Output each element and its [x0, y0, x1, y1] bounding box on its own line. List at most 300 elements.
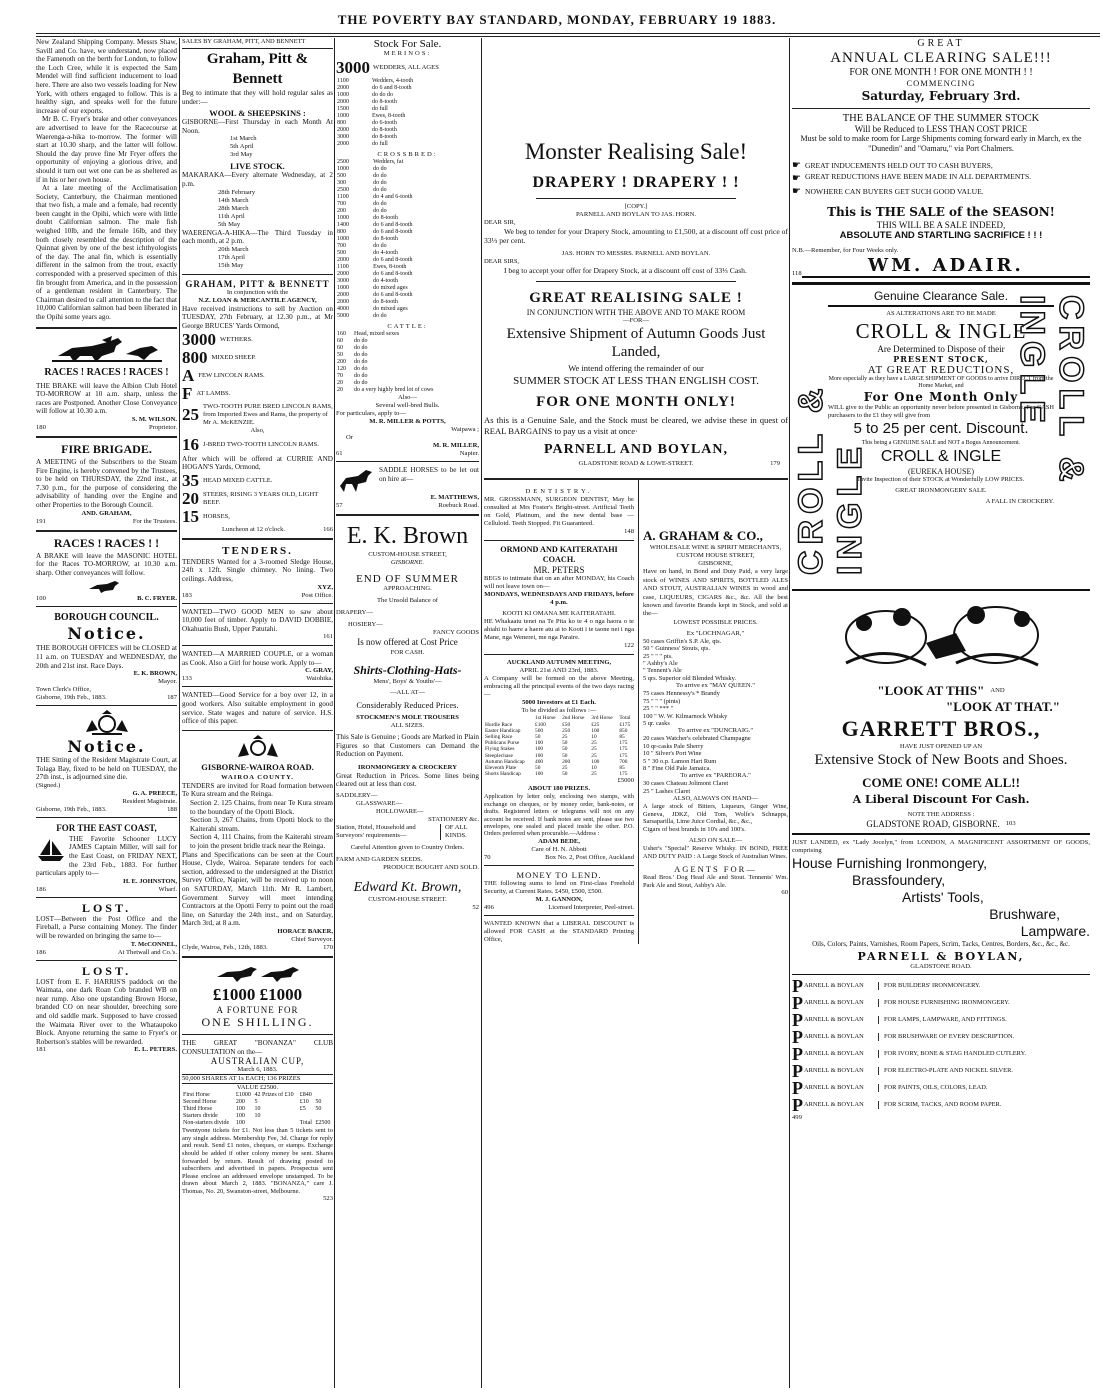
cigars: Cigars of best brands in 10's and 100's.	[643, 825, 746, 833]
divided: To be divided as follows :—	[521, 707, 597, 715]
separator	[484, 654, 634, 655]
invite: Invite Inspection of their STOCK at Wonderfully LOW PRICES.	[857, 476, 1025, 484]
lampware: Lampware.	[1020, 922, 1090, 939]
ad-number: 161	[323, 633, 333, 641]
table-cell: Flying Stakes	[485, 746, 515, 753]
wanted-known: WANTED KNOWN that a LIBERAL DISCOUNT is allowed FOR CASH at the STANDARD Printing Office,	[484, 919, 634, 943]
court-date: Gisborne, 19th Feb., 1883.	[36, 805, 107, 813]
parnell-boylan: PARNELL AND BOYLAN,	[543, 442, 729, 458]
ekb-street: CUSTOM-HOUSE STREET,	[368, 551, 447, 558]
table-row	[336, 173, 479, 180]
table-cell: 300	[337, 180, 346, 186]
pb-label: ARNELL & BOYLAN	[804, 1016, 864, 1024]
sale-date: 11th April	[218, 212, 245, 220]
table-cell: 85	[619, 765, 625, 772]
table-row	[336, 159, 479, 166]
pb-item: FOR SCRIM, TACKS, AND ROOM PAPER.	[878, 1101, 1001, 1109]
whisky: Usher's "Special" Reserve Whisky. IN BOND, FREE AND DUTY PAID : A Large Stock of Australian Wines.	[643, 844, 788, 860]
sale-indeed: THIS WILL BE A SALE INDEED,	[876, 220, 1006, 230]
table-cell: 2000	[337, 271, 349, 277]
ex-lochnagar: Ex "LOCHNAGAR,"	[686, 629, 745, 637]
table-cell: 400	[535, 758, 544, 765]
races-body-2: A BRAKE will leave the MASONIC HOTEL for the Races TO-MORROW, at 10.30 a.m. sharp. Other conveyances will follow.	[36, 551, 177, 577]
present-stock: PRESENT STOCK,	[893, 354, 989, 364]
investors: 5000 Investors at £1 Each.	[522, 699, 596, 707]
role: Wharf.	[158, 885, 177, 893]
pb-item: FOR BUILDERS' IRONMONGERY.	[878, 982, 980, 990]
approaching: APPROACHING.	[383, 585, 432, 592]
for-text: —FOR—	[622, 317, 649, 325]
separator	[336, 514, 479, 516]
tenders-signature: XYZ,	[317, 583, 333, 591]
lot-description: HEAD MIXED CATTLE.	[203, 476, 273, 484]
table-cell: Easter Handicap	[485, 727, 521, 734]
table-row	[336, 380, 479, 387]
table-cell: do do	[354, 359, 368, 365]
auckland-body-2: Application by letter only, enclosing two stamps, with exchange on cheques, or by money order, bank-notes, or drafts. Registered letters or telegrams will not on any account be received. If bank notes are sent, please use two envelopes, one sealed and placed inside the other. P.O. Orders preferred when procurable.—Address :	[484, 793, 634, 838]
auckland-date: APRIL 21st AND 23rd, 1883.	[519, 667, 599, 675]
fryer-paragraph: Mr B. C. Fryer's brake and other conveyances are advertised to leave for the Racecourse at Waerenga-a-hika to-morrow. The former will start at 10.30 sharp, and the latter will follow. Should the day prove fine Mr Fryer offers the opportunity of enjoying a glorious drive, and should it turn out wet one can be as sheltered as if in his or her own house.	[36, 115, 177, 184]
ad-number: 100	[36, 595, 46, 603]
table-cell: 25	[591, 771, 597, 778]
pb-label: ARNELL & BOYLAN	[804, 1050, 864, 1058]
notice-heading-2: Notice.	[67, 737, 146, 757]
table-row	[336, 215, 479, 222]
signature: B. C. FRYER.	[137, 595, 177, 603]
table-cell: do do	[354, 352, 368, 358]
ad-number: 186	[36, 948, 46, 956]
lot-description: WETHERS.	[220, 335, 253, 343]
role: Licensed Interpreter, Peel-street.	[548, 903, 634, 911]
table-row	[336, 366, 479, 373]
parnell-boylan-list	[792, 975, 1090, 1115]
house-furnishing: House Furnishing Ironmongery,	[792, 854, 988, 871]
separator	[36, 960, 177, 961]
wanted-men: WANTED—TWO GOOD MEN to saw about 10,000 feet of timber. Apply to DAVID DOBBIE, Okahuatiu Bush, Upper Patutahi.	[182, 607, 333, 633]
table-cell: Shorts Handicap	[485, 771, 521, 778]
ad-number: 118	[792, 270, 802, 277]
table-cell: 3000	[337, 278, 349, 284]
crossbred-heading: CROSSBRED:	[377, 151, 438, 158]
determined: Are Determined to Dispose of their	[877, 344, 1005, 354]
table-cell: 1000	[337, 236, 349, 242]
kooti-body: HE Whakaatu tenei na Te Pita ko te 4 o nga haora o te ahiahi to haere a haere atu ai to Kooti i te taone nei i nga Mane, nga Wenerei, me nga Paraire.	[484, 618, 634, 642]
lost-heading-2: LOST.	[81, 963, 132, 978]
table-cell: do a very highly bred lot of cows	[354, 387, 434, 393]
table-cell: 25	[562, 765, 568, 772]
table-cell: 60	[337, 338, 343, 344]
table-cell: do do	[354, 380, 368, 386]
ex-lochnagar-items	[643, 638, 788, 682]
list-item: " Ashby's Ale	[643, 660, 678, 668]
ad-number: 166	[323, 525, 333, 533]
after-text: After which will be offered at CURRIE AND HOGAN'S Yards, Ormond,	[182, 454, 333, 472]
ad-number: 181	[36, 1046, 46, 1054]
table-row	[336, 113, 479, 120]
lot-description: WEDDERS, ALL AGES	[373, 64, 439, 71]
table-cell: do do	[373, 166, 387, 172]
separator	[36, 817, 177, 818]
lot-description: FEW LINCOLN RAMS.	[198, 371, 265, 379]
signature-street: CUSTOM-HOUSE STREET.	[368, 895, 447, 903]
list-item: 75 cases Hennessy's * Brandy	[643, 690, 720, 698]
pb-label: ARNELL & BOYLAN	[804, 1033, 864, 1041]
table-cell: 100	[591, 727, 600, 734]
table-cell: 50	[535, 734, 541, 741]
ad-number: 186	[36, 885, 46, 893]
table-cell: 1000	[337, 113, 349, 119]
column-divider	[789, 38, 790, 1388]
table-cell: do full	[372, 141, 388, 147]
table-cell: do do	[354, 366, 368, 372]
reduced: Will be Reduced to LESS THAN COST PRICE	[854, 124, 1028, 134]
conjunction: IN CONJUNCTION WITH THE ABOVE AND TO MAKE ROOM	[526, 308, 746, 318]
road-section-4: Section 4, 111 Chains, from the Kaiterahi stream to join the present bridle track near the Reinga.	[190, 833, 333, 850]
horse-icon	[336, 466, 376, 494]
saddle-body: SADDLE HORSES to be let out on hire at—	[379, 466, 479, 483]
court-signature: G. A. PREECE,	[132, 789, 177, 797]
table-row	[336, 264, 479, 271]
ad-number: 148	[624, 528, 634, 536]
discount: 5 to 25 per cent. Discount.	[853, 420, 1029, 438]
gpb-agency: N.Z. LOAN & MERCANTILE AGENCY,	[198, 296, 317, 304]
wool-dates	[182, 135, 333, 159]
live-stock-heading: LIVE STOCK.	[230, 161, 285, 172]
table-row	[336, 257, 479, 264]
table-cell: Second Horse	[183, 1099, 217, 1106]
lost-body-2: LOST from E. F. HARRIS'S paddock on the Waimata, one dark Roan Cob branded WB on near rump. Also one upstanding Brown Horse, branded CO on near shoulder, breeching sore and old saddle mark. Supposed to have crossed the Waimata River over to the Whataupoko Block. Anyone returning the same to Fryer's or Robertson's stables will be rewarded.	[36, 977, 177, 1046]
ad-number: 187	[167, 694, 177, 702]
table-cell: 200	[562, 758, 571, 765]
also-hand: ALSO, ALWAYS ON HAND—	[673, 795, 758, 803]
for-one-month: For One Month Only	[863, 390, 1019, 404]
also-text: Also,	[250, 426, 265, 434]
road-role: Chief Surveyor.	[291, 935, 333, 943]
borough-body: THE BOROUGH OFFICES will be CLOSED at 11 a.m. on TUESDAY and WEDNESDAY, the 20th and 21st inst. Race Days.	[36, 644, 177, 670]
bonanza-cup: AUSTRALIAN CUP,	[210, 1056, 305, 1067]
list-item	[792, 1009, 1090, 1030]
table-cell: 2000	[337, 99, 349, 105]
one-month: FOR ONE MONTH ! FOR ONE MONTH ! !	[849, 67, 1033, 78]
cash: FOR CASH.	[390, 649, 425, 656]
acclimatisation-paragraph: At a late meeting of the Acclimatisation Society, Canterbury, the Chairman mentioned that two fish, a male and a female, had recently been caught in the Opihi, which were with little doubt Californian salmon. The male fish weighed 10lb, and the female 16lb, and they both closely resembled the description of the Quinnat given by one of the best ichthyologists of the day. The anal fin, which is essentially different in the salmon from the trout, exactly corresponded with a preserved specimen of this fin brought from America, and in the possession of a gentleman resident in Canterbury. The Chairman desired to call attention to the fact that 10,000 Californian salmon had been liberated in the Opihi some years ago.	[36, 184, 177, 321]
table-cell: 200	[235, 1099, 245, 1106]
table-row	[182, 1099, 333, 1106]
table-cell: 70	[337, 373, 343, 379]
will-give: WILL give to the Public an opportunity never before presented in Gisborne. For CASH purchasers to the £1 they will give from	[828, 404, 1054, 419]
prize-amount: £1000 £1000	[212, 984, 303, 1004]
table-cell: Eleventh Plate	[485, 765, 517, 772]
separator	[182, 686, 333, 687]
table-cell: 700	[337, 243, 346, 249]
list-item: 5 " 30 o.p. Lamon Hart Rum	[643, 757, 717, 765]
saturday: Saturday, February 3rd.	[861, 89, 1021, 103]
table-cell: 850	[619, 727, 628, 734]
gpb-intro: Beg to intimate that they will hold regular sales as under:—	[182, 89, 333, 106]
ex-may-queen-items	[643, 690, 788, 727]
artists-tools: Artists' Tools,	[902, 888, 984, 905]
table-row	[336, 134, 479, 141]
ad-number: 57	[336, 502, 343, 509]
sale-date: 5th April	[230, 143, 254, 151]
clearance-heading: Genuine Clearance Sale.	[828, 289, 1054, 307]
ag-street: CUSTOM HOUSE STREET,	[676, 552, 755, 560]
also-sale: ALSO ON SALE—	[688, 836, 743, 844]
table-cell: Starters divide	[183, 1113, 218, 1120]
table-cell: do mixed ages	[373, 306, 408, 312]
shipping-paragraph: New Zealand Shipping Company. Messrs Shaw, Savill and Co. have, we understand, now placed the Famenoth on the berth for London, to follow the Loch Cree, while it is expected the Sam Mendel will find sufficient inducement to load here. There are also two vessels loading for New York, with others engaged to follow. This is a healthy sign, and speaks well for the future increase of our exports.	[36, 38, 177, 115]
money-signature: M. J. GANNON,	[535, 895, 583, 903]
signature: E. L. PETERS.	[134, 1046, 177, 1054]
genuine: This Sale is Genuine ; Goods are Marked in Plain Figures so that Customers can Demand the Reduction on Payment.	[336, 733, 479, 759]
table-cell: £10	[299, 1099, 309, 1106]
table-cell: Ewes, 8-tooth	[372, 113, 406, 119]
table-cell: 100	[535, 746, 544, 753]
fire-brigade-signature: AND. GRAHAM,	[81, 509, 132, 517]
pb-item: FOR BRUSHWARE OF EVERY DESCRIPTION.	[878, 1033, 1014, 1041]
ad-number: 188	[167, 805, 177, 813]
stockmen: STOCKMEN'S MOLE TROUSERS	[356, 714, 459, 721]
table-cell: do do	[354, 338, 368, 344]
separator	[182, 956, 333, 958]
sizes: ALL SIZES.	[390, 722, 425, 729]
bonanza-body: THE GREAT "BONANZA" CLUB CONSULTATION on the—	[182, 1038, 333, 1056]
table-cell: 10	[591, 734, 597, 741]
pointing-hand-icon: ☛	[792, 186, 801, 197]
all-at: —ALL AT—	[389, 689, 426, 696]
separator	[36, 705, 177, 706]
or-text: Or	[346, 434, 353, 441]
drapery-heading: DRAPERY ! DRAPERY ! !	[532, 174, 740, 191]
table-cell: do 4 and 6-tooth	[373, 194, 413, 200]
lot-description: HORSES,	[203, 512, 230, 520]
letter-to-2: JAS. HORN TO MESSRS. PARNELL AND BOYLAN.	[561, 249, 711, 257]
pb-label: ARNELL & BOYLAN	[804, 1084, 864, 1092]
hand-body: A large stock of Bitters, Liqueurs, Ginger Wine, Geneva, JDKZ, Old Tom, Wolfe's Schnapps, Sarsaparilla, Lime Juice Cordial, &c., &c.,	[643, 803, 788, 826]
table-row	[336, 236, 479, 243]
fire-brigade-body: A MEETING of the Subscribers to the Steam Fire Engine, is hereby convened by the Trustees, to be held on THURSDAY, the 22nd inst., at 7.30 p.m., for the purpose of considering the advisability of handing over the Engine and other Properties to the Borough Council.	[36, 457, 177, 509]
table-cell: 5	[254, 1099, 258, 1106]
wanted-service: WANTED—Good Service for a boy over 12, in a good workers. Also suitable employment in good service. State wages and nature of service. H.S. office of this paper.	[182, 691, 333, 726]
gladstone-road: GLADSTONE ROAD, GISBORNE.	[866, 819, 1000, 829]
masthead-rule	[36, 33, 1100, 34]
horse-icon	[87, 579, 127, 593]
table-cell: 100	[235, 1120, 245, 1127]
wool-body: GISBORNE—First Thursday in each Month At Noon.	[182, 118, 333, 135]
races-signature: S. M. WILSON.	[131, 415, 177, 423]
just-landed: JUST LANDED, ex "Lady Jocelyn," from LONDON, A MAGNIFICENT ASSORTMENT OF GOODS, comprising	[792, 839, 1090, 854]
table-cell: 1500	[337, 106, 349, 112]
alterations: AS ALTERATIONS ARE TO BE MADE	[886, 310, 996, 317]
table-cell: do do	[373, 208, 387, 214]
lot-description: AT LAMBS.	[196, 389, 231, 397]
boots-shoes: Extensive Stock of New Boots and Shoes.	[814, 752, 1068, 768]
table-cell: £100	[535, 721, 546, 728]
drop-letter: P	[792, 1043, 803, 1064]
table-cell: 25	[562, 734, 568, 741]
table-cell: 25	[591, 746, 597, 753]
separator	[36, 606, 177, 607]
drop-letter: P	[792, 1094, 803, 1115]
sale-date: 28th March	[218, 204, 249, 212]
separator	[484, 540, 634, 541]
ag-name: A. GRAHAM & CO.,	[643, 528, 763, 544]
table-row	[336, 352, 479, 359]
column-1	[36, 38, 177, 1390]
table-cell: 1000	[337, 215, 349, 221]
column-divider	[481, 38, 482, 1388]
table-cell: Total	[299, 1120, 312, 1127]
nowhere: NOWHERE CAN BUYERS GET SUCH GOOD VALUE.	[804, 186, 984, 196]
bonanza-terms: Twentyone tickets for £1. Not less than 5 tickets sent to any single address. Membership Fee, 3d. Charge for reply and result. Send £1 notes, cheques, or stamps. Exchange should be added if other colony money be sent. Shares forwarded by return. Result of drawing posted to subscribers and advertised in papers. Prospectus sent Please enclose an addressed envelope unstamped. To be drawn about March 2, 1883. "BONANZA," care J. Thomas, No. 20, Swanston-street, Melbourne.	[182, 1127, 333, 1195]
table-cell: do 8-tooth	[373, 236, 398, 242]
table-cell: 50	[562, 752, 568, 759]
table-cell: 3rd Horse	[591, 715, 613, 722]
signature: Edward Kt. Brown,	[353, 879, 462, 895]
dear-sirs: DEAR SIRS,	[484, 257, 520, 265]
table-row	[336, 373, 479, 380]
table-cell: 100	[235, 1106, 245, 1113]
road-section-2: Section 2. 125 Chains, from near Te Kura stream to the boundary of the Opotti Block.	[190, 799, 333, 816]
sale-date: 20th March	[218, 245, 249, 253]
auction-lot	[182, 385, 333, 403]
drapery: DRAPERY—	[336, 609, 374, 616]
list-item: 75 " " " (pints)	[643, 697, 681, 705]
lot-description: J-BRED TWO-TOOTH LINCOLN RAMS.	[203, 440, 319, 448]
masthead: THE POVERTY BAY STANDARD, MONDAY, FEBRUARY 19 1883.	[337, 12, 777, 27]
table-row	[336, 292, 479, 299]
great-realising: GREAT REALISING SALE !	[529, 290, 743, 307]
live-stock-body-2: WAERENGA-A-HIKA—The Third Tuesday in each month, at 2 p.m.	[182, 228, 333, 246]
ironmongery-body: Great Reduction in Prices. Some lines being cleared out at less than cost.	[336, 771, 479, 789]
road-date: Clyde, Wairoa, Feb., 12th, 1883.	[182, 943, 268, 951]
pointing-hand-icon: ☛	[792, 173, 801, 184]
table-cell: 175	[619, 752, 628, 759]
dear-sir: DEAR SIR,	[484, 219, 516, 226]
column-5	[792, 38, 1090, 1390]
table-cell: 800	[337, 120, 346, 126]
sale-date: 15th May	[218, 261, 244, 269]
list-item: 25 " " " pts.	[643, 652, 673, 660]
auckland-box: Box No. 2, Post Office, Auckland	[545, 853, 634, 861]
agents-heading: AGENTS FOR—	[674, 864, 757, 875]
one-month: FOR ONE MONTH ONLY!	[536, 394, 736, 411]
lot-number: 25	[182, 404, 199, 424]
live-stock-body: MAKARAKA—Every alternate Wednesday, at 2 p.m.	[182, 171, 333, 188]
auction-lots-2	[182, 472, 333, 526]
role: Proprietor.	[148, 423, 177, 431]
prize-table	[182, 1092, 333, 1127]
table-cell: 2000	[337, 141, 349, 147]
road-section-3: Section 3, 267 Chains, from Opotti block to the Kaiterahi stream.	[190, 816, 333, 833]
table-cell: do do	[373, 187, 387, 193]
auckland-body: A Company will be formed on the above Meeting, embracing all the principal events of the two days racing—	[484, 675, 634, 699]
table-cell: do 6-tooth	[372, 120, 397, 126]
pb-item: FOR LAMPS, LAMPWARE, AND FITTINGS.	[878, 1016, 1007, 1024]
ad-number: 523	[323, 1195, 333, 1203]
table-cell: do do do	[372, 92, 393, 98]
list-item: 20 cases Watcher's celebrated Champagne	[643, 735, 751, 743]
lost-heading: LOST.	[81, 900, 132, 915]
list-item: 30 cases Chateau Jolimont Claret	[643, 780, 729, 788]
table-row	[182, 1113, 333, 1120]
table-cell: Non-starters divide	[183, 1120, 230, 1127]
merinos-heading: MERINOS:	[383, 50, 432, 57]
table-cell: 42 Prizes of £10	[254, 1092, 294, 1099]
races-body: THE BRAKE will leave the Albion Club Hotel TO-MORROW at 10 a.m. sharp, unless the races are Postponed. Another Close Conveyance will follow at 10.30 a.m.	[36, 381, 177, 416]
table-cell: 500	[337, 173, 346, 179]
ad-number: 103	[1005, 820, 1016, 827]
list-item: 50 cases Griffin's S.P. Ale, qts.	[643, 637, 722, 645]
lot-number: 800	[182, 347, 208, 367]
separator	[484, 915, 634, 916]
table-cell: 500	[535, 727, 544, 734]
table-row	[336, 313, 479, 320]
drop-letter: P	[792, 1009, 803, 1030]
lot-number: A	[182, 365, 195, 385]
fire-brigade-heading: FIRE BRIGADE.	[61, 441, 152, 456]
road-signature: HORACE BAKER,	[277, 927, 333, 935]
table-cell: 1100	[337, 194, 349, 200]
more-especially: More especially as they have a LARGE SHIPMENT OF GOODS to arrive DIRECT from the Home Market, and	[828, 376, 1054, 389]
ad-number: 191	[36, 517, 46, 525]
ad-number: 122	[624, 642, 634, 650]
farm-seeds: FARM AND GARDEN SEEDS.	[336, 855, 423, 863]
reductions: GREAT REDUCTIONS HAVE BEEN MADE IN ALL DEPARTMENTS.	[804, 172, 1032, 181]
borough-council-heading: BOROUGH COUNCIL.	[54, 612, 159, 624]
table-cell: do 6 and 8-tooth	[373, 292, 413, 298]
drop-letter: P	[792, 1077, 803, 1098]
separator	[182, 603, 333, 604]
intend: We intend offering the remainder of our	[568, 363, 704, 374]
waipawa: Waipawa ;	[451, 426, 479, 433]
table-cell: do 8-tooth	[372, 134, 397, 140]
list-item	[792, 992, 1090, 1013]
list-item	[792, 1043, 1090, 1064]
ex-duncraig: To arrive ex "DUNCRAIG."	[677, 727, 754, 735]
races-heading: RACES ! RACES ! RACES !	[44, 366, 169, 378]
table-cell: 120	[337, 366, 346, 372]
coach-heading: ORMOND AND KAITERATAHI COACH.	[500, 545, 618, 565]
sacrifice: ABSOLUTE AND STARTLING SACRIFICE ! ! !	[839, 230, 1043, 241]
east-coast-signature: H. E. JOHNSTON,	[123, 877, 177, 885]
brushware: Brushware,	[989, 905, 1060, 922]
separator	[792, 108, 1090, 109]
table-row	[336, 99, 479, 106]
coach-days: MONDAYS, WEDNESDAYS AND FRIDAYS, before 4 p.m.	[484, 591, 634, 607]
table-cell	[254, 1120, 299, 1127]
ad-number: 70	[484, 853, 491, 861]
column-divider	[179, 38, 180, 1388]
coach-name: MR. PETERS	[533, 565, 585, 576]
column-3	[336, 38, 479, 1390]
dentistry-body: MR. GROSSMANN, SURGEON DENTIST, May be consulted at Mrs Foster's Bright-street. Artificial Teeth on Gold, Platinum, and the new dental base — Celluloid. Teeth Stopped. Fit Guaranteed.	[484, 496, 634, 528]
separator	[36, 436, 177, 438]
great-label: GREAT	[917, 38, 965, 49]
lot-number: 20	[182, 488, 199, 508]
prizes: ABOUT 180 PRIZES.	[528, 785, 590, 793]
table-cell: 2500	[337, 159, 349, 165]
come-one: COME ONE! COME ALL!!	[862, 775, 1020, 790]
fortune-heading-2: ONE SHILLING.	[201, 1014, 314, 1029]
summer-stock: SUMMER STOCK AT LESS THAN ENGLISH COST.	[513, 375, 759, 388]
bulls-text: Several well-bred Bulls.	[375, 402, 440, 409]
role: For the Trustees.	[132, 517, 177, 525]
table-cell: do 8-tooth	[372, 127, 397, 133]
table-cell: 1400	[337, 222, 349, 228]
pb-item: FOR PAINTS, OILS, COLORS, LEAD.	[878, 1084, 987, 1092]
table-cell: 250	[562, 727, 571, 734]
